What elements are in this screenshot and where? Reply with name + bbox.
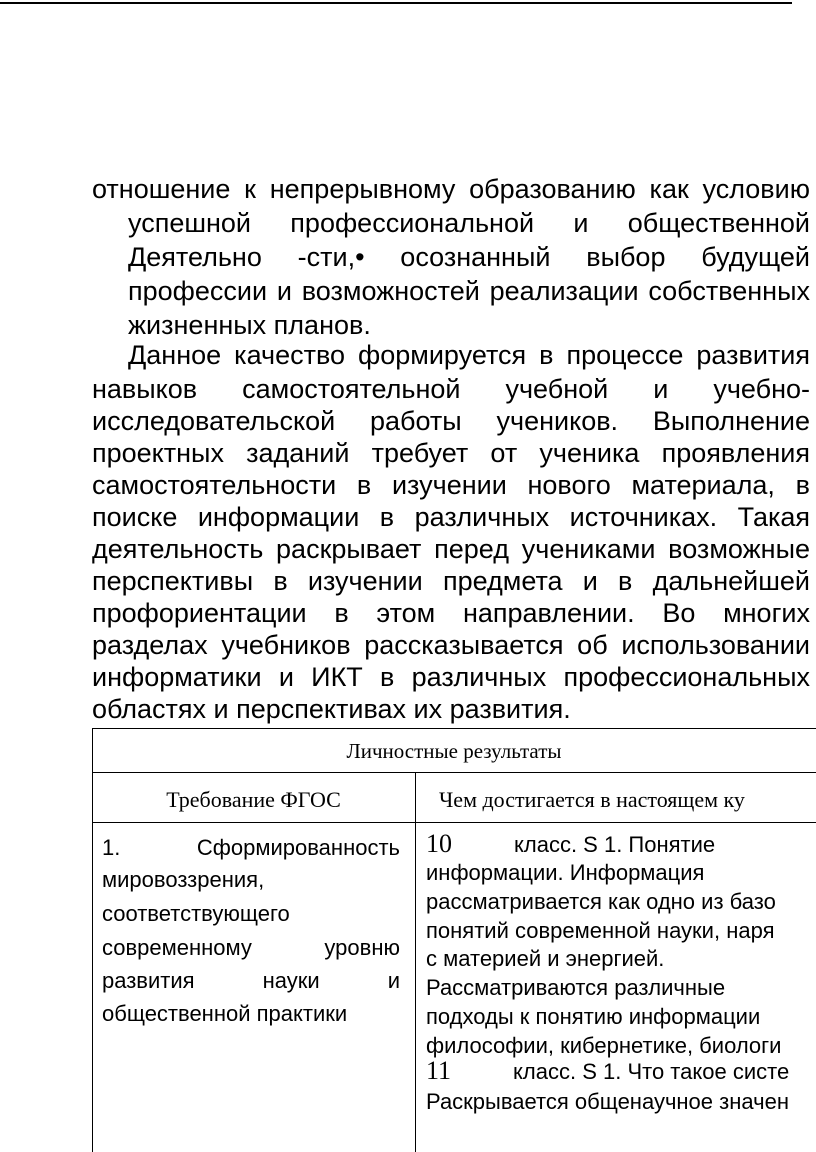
text-line: отношение к непрерывному образованию как условию bbox=[92, 174, 810, 204]
cell-text-line: соответствующего bbox=[102, 901, 290, 926]
text-line-composite bbox=[128, 240, 810, 274]
text-line: жизненных планов. bbox=[128, 310, 371, 340]
table-row-divider bbox=[92, 822, 816, 823]
grade-11-line bbox=[426, 1058, 789, 1085]
cell-text-line: с материей и энергией. bbox=[426, 946, 665, 971]
cell-text-line: общественной практики bbox=[102, 1001, 348, 1026]
cell-text-line: 1. Сформированность bbox=[102, 835, 400, 860]
cell-text-line: современному уровню bbox=[102, 935, 400, 960]
table-row-divider bbox=[92, 772, 816, 773]
cell-text-line: подходы к понятию информации bbox=[426, 1004, 761, 1029]
text-line: профориентации в этом направлении. Во многих bbox=[92, 598, 810, 628]
top-border-rule bbox=[0, 2, 792, 4]
text-line: информатики и ИКТ в различных профессиональных bbox=[92, 662, 810, 692]
text-line: Данное качество формируется в процессе развития bbox=[128, 340, 810, 370]
table-column-divider bbox=[415, 772, 416, 1152]
cell-text-line: философии, кибернетике, биологи bbox=[426, 1033, 782, 1058]
cell-text-line: Рассматриваются различные bbox=[426, 975, 726, 1000]
text-line: самостоятельности в изучении нового материала, в bbox=[92, 470, 810, 500]
cell-text-line: понятий современной науки, наря bbox=[426, 918, 775, 943]
text-line: успешной профессиональной и общественной bbox=[128, 208, 810, 238]
grade-number: 10 bbox=[426, 829, 452, 858]
grade-10-line bbox=[426, 831, 715, 858]
text-word: выбор bbox=[586, 242, 666, 272]
cell-text-line: информации. Информация bbox=[426, 860, 705, 885]
cell-text-line: мировоззрения, bbox=[102, 867, 265, 892]
text-word: Деятельно bbox=[128, 242, 262, 272]
column-header-requirement: Требование ФГОС bbox=[166, 787, 341, 812]
text-line: проектных заданий требует от ученика проявления bbox=[92, 438, 810, 468]
cell-text-line: рассматривается как одно из базо bbox=[426, 889, 776, 914]
text-line: деятельность раскрывает перед учениками возможные bbox=[92, 534, 810, 564]
text-line: исследовательской работы учеников. Выполнение bbox=[92, 406, 810, 436]
cell-text-line: Раскрывается общенаучное значен bbox=[426, 1089, 789, 1114]
text-line: разделах учебников рассказывается об использовании bbox=[92, 630, 810, 660]
text-word: будущей bbox=[701, 242, 810, 272]
grade-number: 11 bbox=[426, 1056, 452, 1085]
cell-text-line: развития науки и bbox=[102, 968, 400, 993]
text-word: ‐сти,• bbox=[297, 242, 365, 272]
grade-topic: класс. S 1. Что такое систе bbox=[513, 1059, 790, 1084]
table-title: Личностные результаты bbox=[346, 739, 562, 763]
text-line: навыков самостоятельной учебной и учебно- bbox=[92, 374, 810, 404]
text-word: осознанный bbox=[400, 242, 551, 272]
text-line: областях и перспективах их развития. bbox=[92, 694, 571, 724]
grade-topic: класс. S 1. Понятие bbox=[514, 832, 716, 857]
table-border-top bbox=[92, 728, 816, 729]
text-line: поиске информации в различных источниках. Такая bbox=[92, 502, 810, 532]
column-header-achievement: Чем достигается в настоящем ку bbox=[439, 787, 745, 812]
text-line: перспективы в изучении предмета и в дальнейшей bbox=[92, 566, 810, 596]
text-line: профессии и возможностей реализации собственных bbox=[128, 276, 810, 306]
